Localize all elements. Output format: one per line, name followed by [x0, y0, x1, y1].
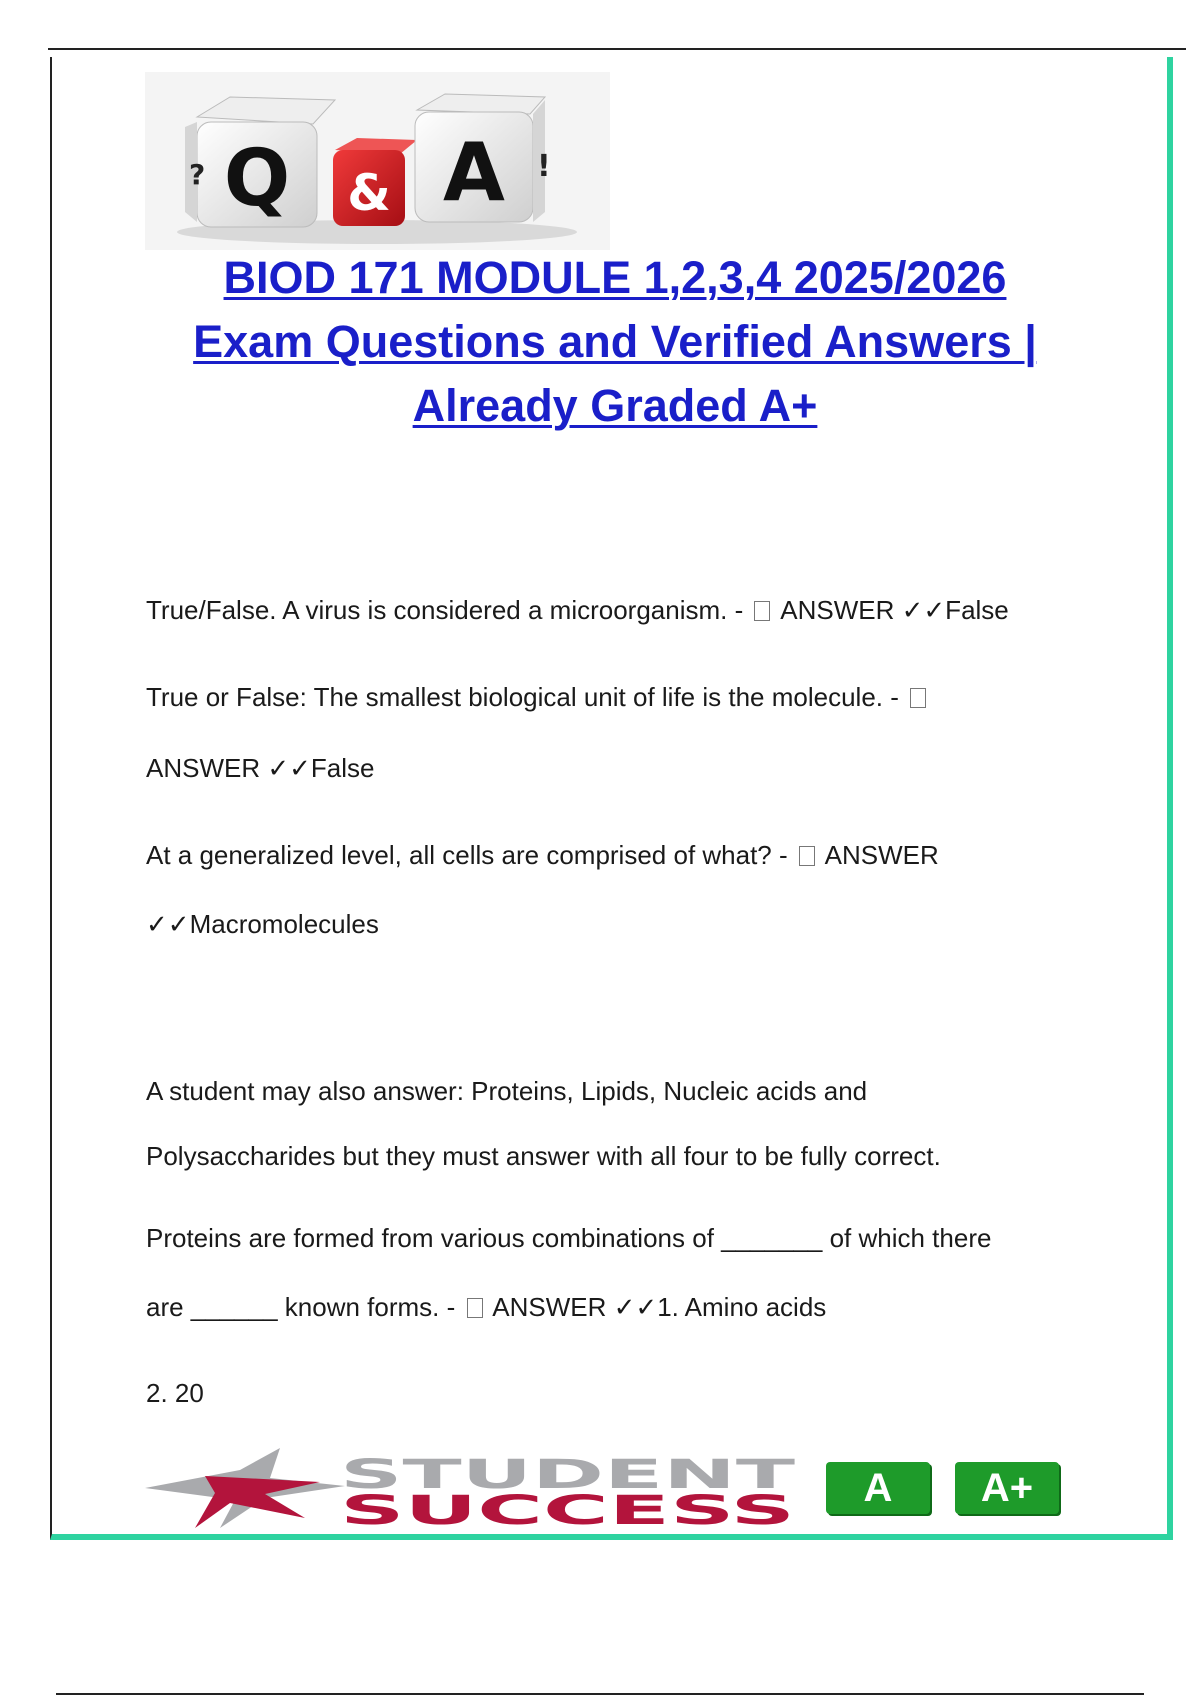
svg-text:!: !	[537, 149, 551, 184]
star-swoosh-icon	[145, 1448, 345, 1528]
top-rule	[48, 48, 1186, 50]
svg-text:SUCCESS: SUCCESS	[340, 1488, 795, 1530]
svg-text:&: &	[347, 164, 391, 222]
checkbox-glyph-icon	[754, 601, 770, 621]
title-line-2[interactable]: Exam Questions and Verified Answers |	[193, 316, 1037, 367]
qa-dice-logo	[145, 72, 610, 250]
note-line-1: A student may also answer: Proteins, Lipids, Nucleic acids and	[146, 1076, 868, 1106]
grade-aplus-badge: A+	[955, 1462, 1059, 1514]
question-2: True or False: The smallest biological unit of life is the molecule. -	[146, 680, 1116, 714]
checkbox-glyph-icon	[799, 846, 815, 866]
answer-2: ANSWER ✓✓False	[146, 753, 375, 783]
document-title[interactable]	[120, 246, 1110, 438]
svg-text:?: ?	[189, 158, 206, 191]
right-die-icon	[415, 94, 551, 222]
svg-text:Q: Q	[223, 134, 291, 224]
middle-die-icon	[333, 138, 417, 226]
bottom-rule	[56, 1693, 1144, 1695]
svg-text:STUDENT: STUDENT	[340, 1452, 797, 1498]
question-1: True/False. A virus is considered a microorganism. - ANSWER ✓✓False	[146, 595, 1009, 625]
checkbox-glyph-icon	[910, 688, 926, 708]
svg-text:A: A	[443, 126, 505, 219]
grade-a-badge: A	[826, 1462, 930, 1514]
left-die-icon	[185, 97, 335, 227]
answer-4-line-3: 2. 20	[146, 1378, 204, 1408]
note-line-2: Polysaccharides but they must answer with all four to be fully correct.	[146, 1141, 941, 1171]
title-line-3[interactable]: Already Graded A+	[412, 380, 818, 431]
question-4-line-1: Proteins are formed from various combinations of _______ of which there	[146, 1223, 992, 1253]
answer-3: ✓✓Macromolecules	[146, 909, 379, 939]
question-4-line-2: are ______ known forms. - ANSWER ✓✓1. Amino acids	[146, 1292, 827, 1322]
question-3: At a generalized level, all cells are comprised of what? - ANSWER	[146, 840, 939, 870]
title-line-1[interactable]: BIOD 171 MODULE 1,2,3,4 2025/2026	[223, 252, 1007, 303]
checkbox-glyph-icon	[467, 1298, 483, 1318]
